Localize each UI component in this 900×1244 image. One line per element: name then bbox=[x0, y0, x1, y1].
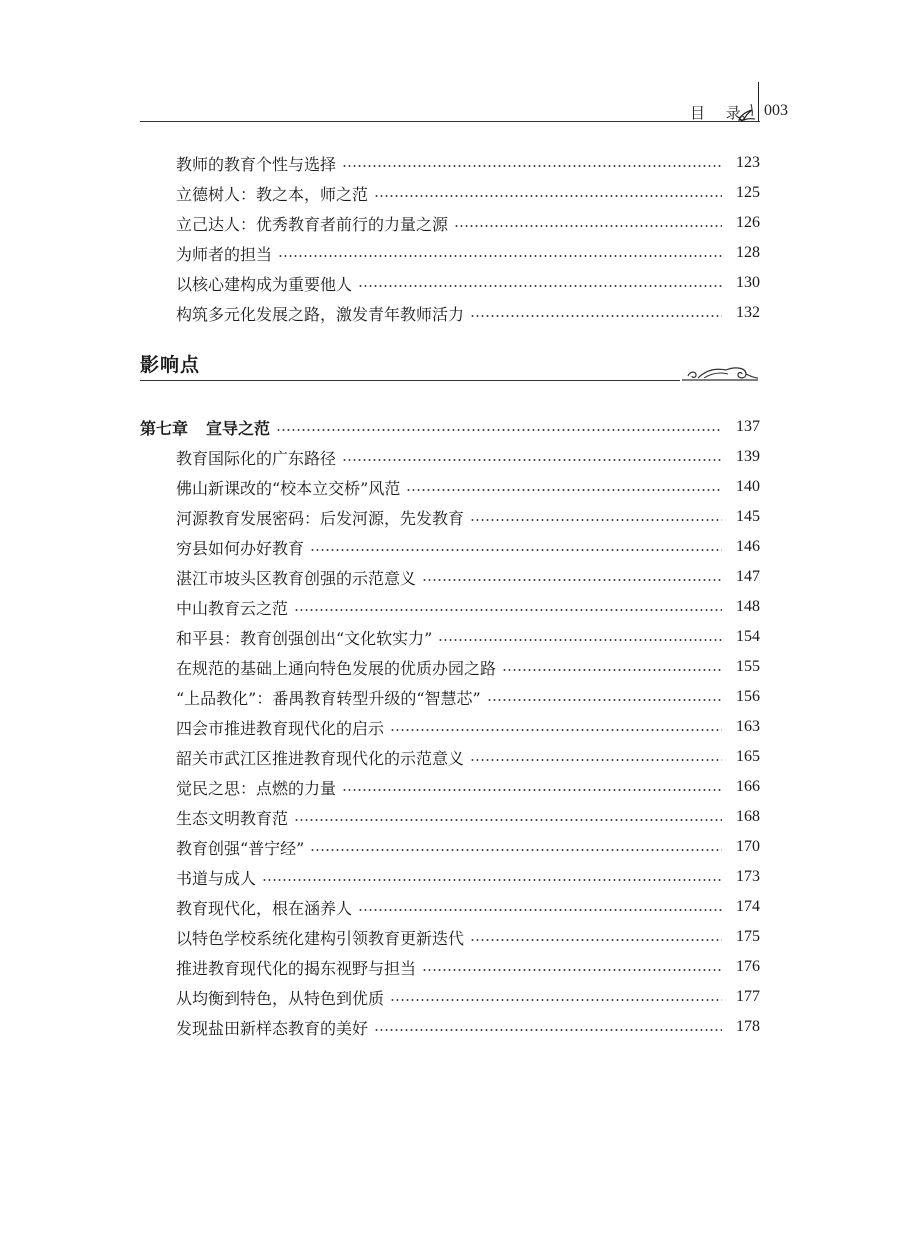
toc-entry-page: 166 bbox=[736, 778, 760, 795]
toc-entry-title: 在规范的基础上通向特色发展的优质办园之路 bbox=[176, 656, 498, 679]
toc-entry[interactable] bbox=[176, 298, 760, 328]
toc-entry-page: 165 bbox=[736, 748, 760, 765]
toc-entry-page: 126 bbox=[736, 214, 760, 231]
toc-entry-title: 为师者的担当 bbox=[176, 242, 274, 265]
running-head bbox=[680, 100, 800, 122]
toc-entry-page: 176 bbox=[736, 958, 760, 975]
toc-entry-page: 174 bbox=[736, 898, 760, 915]
leader-dots bbox=[390, 999, 722, 1001]
leader-dots bbox=[262, 879, 722, 881]
leader-dots bbox=[294, 819, 722, 821]
toc-entry-page: 139 bbox=[736, 448, 760, 465]
toc-entry-page: 173 bbox=[736, 868, 760, 885]
chapter-label: 第七章 bbox=[140, 418, 189, 438]
toc-entry-title: 构筑多元化发展之路，激发青年教师活力 bbox=[176, 302, 466, 325]
toc-entry-page: 145 bbox=[736, 508, 760, 525]
toc-entry-page: 168 bbox=[736, 808, 760, 825]
toc-entry-title: 教育创强“普宁经” bbox=[176, 836, 306, 859]
leader-dots bbox=[294, 609, 722, 611]
toc-entry-title: 教育现代化，根在涵养人 bbox=[176, 896, 354, 919]
toc-entry[interactable] bbox=[176, 652, 760, 682]
toc-entry-page: 148 bbox=[736, 598, 760, 615]
leader-dots bbox=[470, 939, 722, 941]
toc-chapter-list bbox=[176, 442, 760, 1042]
leader-dots bbox=[310, 849, 722, 851]
section-rule bbox=[140, 380, 680, 381]
toc-entry-page: 178 bbox=[736, 1018, 760, 1035]
toc-entry[interactable] bbox=[176, 772, 760, 802]
toc-entry-title: 中山教育云之范 bbox=[176, 596, 290, 619]
chapter-entry[interactable] bbox=[140, 412, 760, 442]
toc-entry[interactable] bbox=[176, 802, 760, 832]
leader-dots bbox=[310, 549, 722, 551]
toc-entry[interactable] bbox=[176, 268, 760, 298]
toc-entry-title: 教育国际化的广东路径 bbox=[176, 446, 338, 469]
leader-dots bbox=[342, 165, 722, 167]
toc-entry[interactable] bbox=[176, 148, 760, 178]
leader-dots bbox=[342, 789, 722, 791]
toc-entry-page: 154 bbox=[736, 628, 760, 645]
toc-entry[interactable] bbox=[176, 562, 760, 592]
toc-entry[interactable] bbox=[176, 238, 760, 268]
toc-entry[interactable] bbox=[176, 622, 760, 652]
leader-dots bbox=[358, 909, 722, 911]
running-head-divider bbox=[758, 82, 759, 122]
toc-entry-page: 132 bbox=[736, 304, 760, 321]
scroll-ornament-icon bbox=[680, 362, 760, 386]
leader-dots bbox=[470, 315, 722, 317]
section-heading bbox=[140, 346, 760, 386]
leader-dots bbox=[470, 519, 722, 521]
toc-entry[interactable] bbox=[176, 592, 760, 622]
chapter-title: 宣导之范 bbox=[206, 416, 272, 439]
running-head-title: 目 录 bbox=[690, 104, 749, 122]
toc-entry[interactable] bbox=[176, 922, 760, 952]
toc-entry-page: 130 bbox=[736, 274, 760, 291]
leader-dots bbox=[374, 1029, 722, 1031]
toc-entry[interactable] bbox=[176, 1012, 760, 1042]
toc-entry[interactable] bbox=[176, 742, 760, 772]
leader-dots bbox=[390, 729, 722, 731]
toc-entry[interactable] bbox=[176, 832, 760, 862]
toc-entry[interactable] bbox=[176, 952, 760, 982]
toc-entry[interactable] bbox=[176, 532, 760, 562]
toc-entry-page: 163 bbox=[736, 718, 760, 735]
chapter-page: 137 bbox=[736, 418, 760, 435]
leader-dots bbox=[422, 969, 722, 971]
toc-entry-page: 147 bbox=[736, 568, 760, 585]
toc-entry-title: 书道与成人 bbox=[176, 866, 258, 889]
toc-entry[interactable] bbox=[176, 178, 760, 208]
toc-entry-title: 和平县：教育创强创出“文化软实力” bbox=[176, 626, 434, 649]
toc-entry-page: 123 bbox=[736, 154, 760, 171]
toc-entry-title: 推进教育现代化的揭东视野与担当 bbox=[176, 956, 418, 979]
toc-entry-title: 生态文明教育范 bbox=[176, 806, 290, 829]
toc-entry[interactable] bbox=[176, 712, 760, 742]
leader-dots bbox=[278, 255, 722, 257]
toc-entry-title: 以核心建构成为重要他人 bbox=[176, 272, 354, 295]
leader-dots bbox=[422, 579, 722, 581]
toc-entry-page: 125 bbox=[736, 184, 760, 201]
toc-entry-title: 四会市推进教育现代化的启示 bbox=[176, 716, 386, 739]
leader-dots bbox=[438, 639, 722, 641]
toc-entry-page: 156 bbox=[736, 688, 760, 705]
leader-dots bbox=[502, 669, 722, 671]
toc-entry[interactable] bbox=[176, 502, 760, 532]
toc-entry-title: 湛江市坡头区教育创强的示范意义 bbox=[176, 566, 418, 589]
toc-entry-page: 146 bbox=[736, 538, 760, 555]
toc-entry[interactable] bbox=[176, 682, 760, 712]
toc-entry[interactable] bbox=[176, 442, 760, 472]
toc-entry[interactable] bbox=[176, 982, 760, 1012]
section-title: 影响点 bbox=[140, 354, 201, 376]
toc-entry-page: 177 bbox=[736, 988, 760, 1005]
toc-entry-title: 发现盐田新样态教育的美好 bbox=[176, 1016, 370, 1039]
toc-entry-title: 立德树人：教之本，师之范 bbox=[176, 182, 370, 205]
toc-entry-title: “上品教化”：番禺教育转型升级的“智慧芯” bbox=[176, 686, 483, 709]
leader-dots bbox=[406, 489, 722, 491]
toc-entry[interactable] bbox=[176, 472, 760, 502]
toc-entry-page: 155 bbox=[736, 658, 760, 675]
toc-entry[interactable] bbox=[176, 892, 760, 922]
leader-dots bbox=[487, 699, 722, 701]
toc-entry-title: 从均衡到特色，从特色到优质 bbox=[176, 986, 386, 1009]
leader-dots bbox=[374, 195, 722, 197]
running-head-page-number: 003 bbox=[764, 102, 788, 119]
toc-entry-title: 觉民之思：点燃的力量 bbox=[176, 776, 338, 799]
toc-entry-page: 140 bbox=[736, 478, 760, 495]
toc-entry-title: 以特色学校系统化建构引领教育更新迭代 bbox=[176, 926, 466, 949]
toc-top-list bbox=[176, 148, 760, 328]
toc-entry-title: 佛山新课改的“校本立交桥”风范 bbox=[176, 476, 402, 499]
leader-dots bbox=[358, 285, 722, 287]
toc-entry-title: 穷县如何办好教育 bbox=[176, 536, 306, 559]
toc-entry-page: 175 bbox=[736, 928, 760, 945]
toc-entry-page: 170 bbox=[736, 838, 760, 855]
header-rule bbox=[140, 121, 760, 122]
toc-entry-title: 韶关市武江区推进教育现代化的示范意义 bbox=[176, 746, 466, 769]
leader-dots bbox=[342, 459, 722, 461]
toc-entry-page: 128 bbox=[736, 244, 760, 261]
toc-entry-title: 河源教育发展密码：后发河源，先发教育 bbox=[176, 506, 466, 529]
toc-entry-title: 立己达人：优秀教育者前行的力量之源 bbox=[176, 212, 450, 235]
toc-entry[interactable] bbox=[176, 208, 760, 238]
toc-entry[interactable] bbox=[176, 862, 760, 892]
leader-dots bbox=[454, 225, 722, 227]
chapter-block bbox=[140, 412, 760, 442]
leader-dots bbox=[470, 759, 722, 761]
leader-dots bbox=[276, 429, 722, 431]
toc-entry-title: 教师的教育个性与选择 bbox=[176, 152, 338, 175]
